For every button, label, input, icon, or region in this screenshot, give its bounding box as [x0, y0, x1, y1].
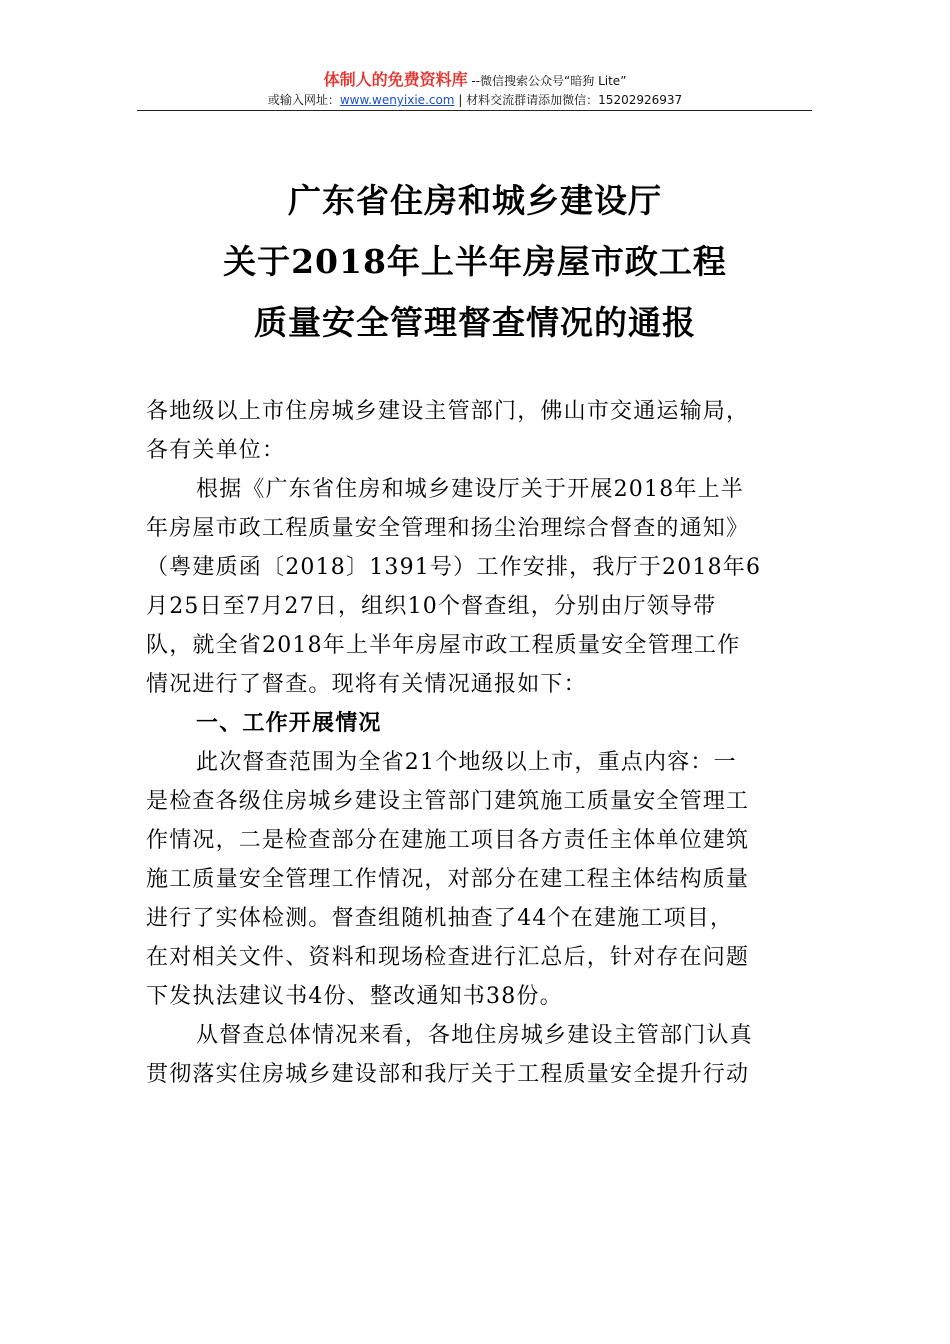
watermark-header [0, 70, 950, 91]
addressee-line: 各有关单位： [146, 438, 286, 463]
paragraph-line: 此次督查范围为全省21个地级以上市，重点内容：一 [196, 750, 737, 775]
header-divider [137, 110, 812, 111]
tagline: --微信搜索公众号“暗狗 Lite” [467, 74, 627, 88]
brand-name: 体制人的免费资料库 [323, 70, 468, 89]
section-heading: 一、工作开展情况 [196, 711, 382, 736]
paragraph-line: 是检查各级住房城乡建设主管部门建筑施工质量安全管理工 [146, 789, 750, 814]
paragraph-line: 在对相关文件、资料和现场检查进行汇总后，针对存在问题 [146, 945, 750, 970]
paragraph-line: 队，就全省2018年上半年房屋市政工程质量安全管理工作 [146, 633, 741, 658]
title-line-1: 广东省住房和城乡建设厅 [288, 181, 662, 220]
paragraph-line: 月25日至7月27日，组织10个督查组，分别由厅领导带 [146, 594, 717, 619]
title-line-3: 质量安全管理督查情况的通报 [254, 303, 696, 342]
watermark-subheader [0, 91, 950, 109]
paragraph-line: 贯彻落实住房城乡建设部和我厅关于工程质量安全提升行动 [146, 1062, 750, 1087]
paragraph-line: 情况进行了督查。现将有关情况通报如下： [146, 672, 587, 697]
paragraph-line: 年房屋市政工程质量安全管理和扬尘治理综合督查的通知》 [146, 516, 750, 541]
paragraph-line: 进行了实体检测。督查组随机抽查了44个在建施工项目， [146, 906, 734, 931]
url-prefix: 或输入网址： [267, 93, 340, 107]
paragraph-line: 下发执法建议书4份、整改通知书38份。 [146, 984, 563, 1009]
paragraph-line: （粤建质函〔2018〕1391号）工作安排，我厅于2018年6 [146, 555, 762, 580]
paragraph-line: 施工质量安全管理工作情况，对部分在建工程主体结构质量 [146, 867, 750, 892]
contact-info: | 材料交流群请添加微信：15202926937 [454, 93, 683, 107]
paragraph-line: 根据《广东省住房和城乡建设厅关于开展2018年上半 [196, 477, 744, 502]
paragraph-line: 从督查总体情况来看，各地住房城乡建设主管部门认真 [196, 1023, 753, 1048]
document-body [146, 392, 810, 1094]
title-line-2: 关于2018年上半年房屋市政工程 [223, 242, 727, 281]
paragraph-line: 作情况，二是检查部分在建施工项目各方责任主体单位建筑 [146, 828, 750, 853]
website-link[interactable]: www.wenyixie.com [339, 93, 455, 107]
document-title [0, 170, 950, 353]
addressee-line: 各地级以上市住房城乡建设主管部门，佛山市交通运输局， [146, 399, 750, 424]
